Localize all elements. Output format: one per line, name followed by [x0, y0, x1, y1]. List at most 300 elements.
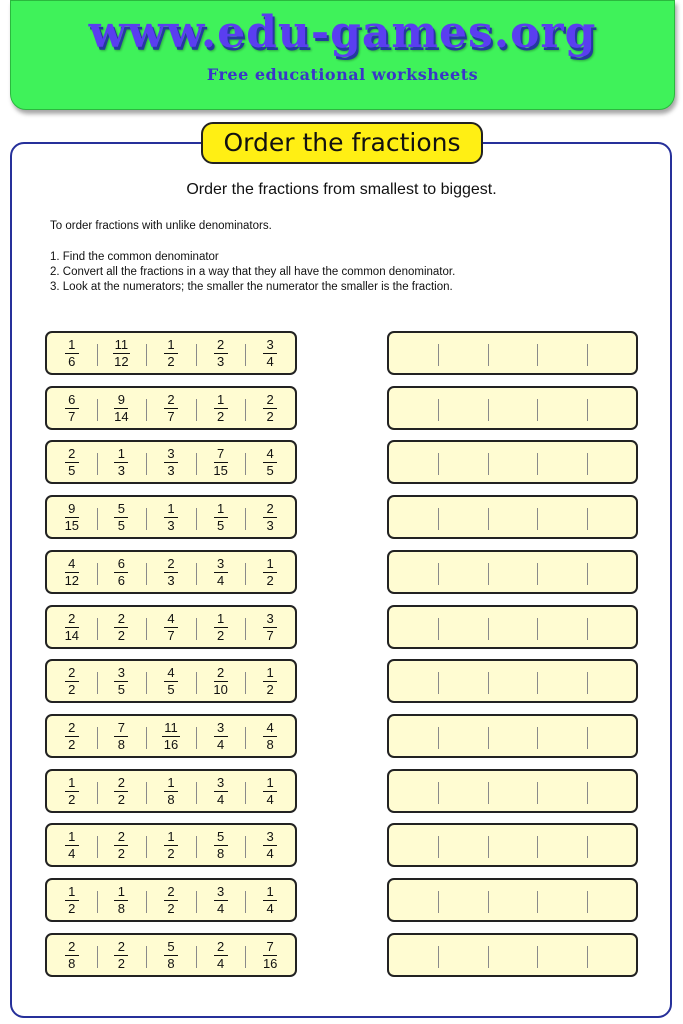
answer-row-9[interactable] [387, 769, 638, 813]
fraction-denominator: 8 [117, 900, 125, 916]
fraction-cell [146, 442, 196, 482]
fraction [214, 940, 228, 971]
fraction-cell [47, 607, 97, 647]
fraction-cell [245, 825, 295, 865]
fraction [162, 721, 180, 752]
answer-cell[interactable] [389, 497, 438, 537]
fraction [65, 940, 79, 971]
fraction-denominator: 15 [213, 462, 228, 478]
fraction-cell [245, 771, 295, 811]
fraction-row-6 [45, 605, 297, 649]
worksheet-title: Order the fractions [201, 122, 483, 164]
fraction [213, 666, 227, 697]
fraction-cell [146, 771, 196, 811]
fraction-numerator: 1 [65, 885, 79, 901]
answer-cell[interactable] [389, 716, 438, 756]
fraction [114, 666, 128, 697]
fraction [65, 612, 79, 643]
fraction [164, 393, 178, 424]
fraction-denominator: 8 [167, 791, 175, 807]
fraction-denominator: 2 [167, 845, 175, 861]
fraction-denominator: 2 [117, 627, 125, 643]
answer-cell[interactable] [488, 935, 537, 975]
fraction-cell [47, 661, 97, 701]
answer-cell[interactable] [488, 716, 537, 756]
fraction-cell [47, 333, 97, 373]
fraction-numerator: 1 [65, 338, 79, 354]
fraction-numerator: 3 [214, 557, 228, 573]
fraction-cell [97, 716, 147, 756]
fraction-denominator: 4 [216, 791, 225, 807]
fraction [65, 557, 79, 588]
fraction-row-10 [45, 823, 297, 867]
answer-row-2[interactable] [387, 386, 638, 430]
fraction-denominator: 3 [216, 353, 225, 369]
answer-cell[interactable] [389, 771, 438, 811]
fraction [65, 502, 79, 533]
fraction-cell [146, 552, 196, 592]
answer-cell[interactable] [438, 661, 487, 701]
fraction [214, 612, 228, 643]
fraction-cell [245, 497, 295, 537]
answer-cell[interactable] [438, 825, 487, 865]
fraction-denominator: 6 [68, 353, 76, 369]
answer-cell[interactable] [438, 497, 487, 537]
fraction-denominator: 2 [68, 791, 76, 807]
fraction-cell [196, 497, 246, 537]
fraction-cell [47, 442, 97, 482]
fraction [164, 885, 178, 916]
fraction-denominator: 14 [64, 627, 80, 643]
fraction-numerator: 1 [164, 830, 178, 846]
answer-cell[interactable] [389, 880, 438, 920]
fraction-denominator: 2 [117, 791, 125, 807]
fraction-cell [245, 935, 295, 975]
answer-cell[interactable] [537, 442, 586, 482]
answer-cell[interactable] [389, 935, 438, 975]
fraction-cell [97, 442, 147, 482]
fraction-numerator: 7 [263, 940, 277, 956]
fraction [164, 830, 178, 861]
fraction-denominator: 2 [167, 900, 175, 916]
fraction-denominator: 14 [114, 408, 129, 424]
fraction-numerator: 1 [164, 502, 178, 518]
fraction-cell [47, 825, 97, 865]
fraction-numerator: 3 [214, 885, 228, 901]
answer-cell[interactable] [587, 771, 636, 811]
fraction [65, 447, 79, 478]
fraction-cell [245, 607, 295, 647]
answer-cell[interactable] [537, 716, 586, 756]
answer-row-4[interactable] [387, 495, 638, 539]
fraction-numerator: 3 [114, 666, 128, 682]
answer-row-5[interactable] [387, 550, 638, 594]
fraction-numerator: 7 [114, 721, 128, 737]
fraction-denominator: 2 [216, 408, 225, 424]
fraction [114, 612, 128, 643]
answer-cell[interactable] [537, 333, 586, 373]
fraction-denominator: 15 [64, 517, 80, 533]
fraction-row-11 [45, 878, 297, 922]
fraction-numerator: 7 [214, 447, 228, 463]
fraction-cell [97, 771, 147, 811]
fraction-denominator: 8 [117, 736, 125, 752]
fraction [263, 830, 277, 861]
fraction [263, 393, 277, 424]
fraction-numerator: 2 [65, 612, 79, 628]
fraction [263, 776, 277, 807]
fraction-cell [196, 716, 246, 756]
fraction-denominator: 3 [167, 572, 175, 588]
fraction-denominator: 3 [266, 517, 274, 533]
answer-cell[interactable] [438, 935, 487, 975]
fraction-denominator: 4 [68, 845, 76, 861]
fraction [164, 940, 178, 971]
instruction-step: 2. Convert all the fractions in a way that they all have the common denominator. [50, 266, 456, 278]
answer-cell[interactable] [488, 661, 537, 701]
answer-row-10[interactable] [387, 823, 638, 867]
fraction-denominator: 6 [117, 572, 125, 588]
fraction-denominator: 5 [167, 681, 175, 697]
fraction-cell [146, 825, 196, 865]
answer-cell[interactable] [587, 880, 636, 920]
answer-cell[interactable] [488, 825, 537, 865]
fraction [263, 612, 277, 643]
fraction-row-3 [45, 440, 297, 484]
fraction-denominator: 7 [68, 408, 76, 424]
fraction-cell [97, 607, 147, 647]
answer-cell[interactable] [537, 880, 586, 920]
fraction-cell [196, 935, 246, 975]
fraction-numerator: 2 [214, 940, 228, 956]
answer-cell[interactable] [537, 607, 586, 647]
fraction-denominator: 16 [163, 736, 179, 752]
fraction-numerator: 1 [164, 776, 178, 792]
fraction-cell [47, 552, 97, 592]
fraction-row-9 [45, 769, 297, 813]
answer-cell[interactable] [438, 442, 487, 482]
answer-cell[interactable] [537, 771, 586, 811]
fraction-numerator: 11 [164, 719, 178, 735]
site-banner [10, 0, 675, 110]
fraction [263, 885, 277, 916]
fraction-numerator: 2 [214, 338, 228, 354]
fraction-denominator: 2 [266, 408, 274, 424]
answer-row-1[interactable] [387, 331, 638, 375]
fraction-numerator: 1 [114, 447, 128, 463]
fraction-cell [146, 497, 196, 537]
fraction-denominator: 3 [167, 517, 175, 533]
fraction-numerator: 4 [263, 721, 277, 737]
fraction-cell [146, 333, 196, 373]
answer-cell[interactable] [537, 825, 586, 865]
answer-row-7[interactable] [387, 659, 638, 703]
site-logo[interactable]: www.edu-games.org [88, 7, 597, 58]
fraction-denominator: 2 [216, 627, 225, 643]
fraction-denominator: 8 [68, 955, 76, 971]
fraction [114, 721, 128, 752]
fraction-denominator: 4 [266, 791, 274, 807]
fraction [214, 393, 228, 424]
answer-cell[interactable] [537, 388, 586, 428]
fraction-denominator: 2 [117, 955, 125, 971]
answer-cell[interactable] [587, 607, 636, 647]
answer-cell[interactable] [488, 552, 537, 592]
fraction [214, 830, 228, 861]
fraction-denominator: 7 [167, 627, 175, 643]
answer-cell[interactable] [488, 442, 537, 482]
fraction-numerator: 1 [65, 830, 79, 846]
answer-cell[interactable] [438, 880, 487, 920]
fraction-denominator: 2 [167, 353, 175, 369]
fraction-denominator: 4 [266, 900, 274, 916]
answer-cell[interactable] [389, 442, 438, 482]
site-tagline: Free educational worksheets [206, 65, 479, 84]
fraction-denominator: 3 [117, 462, 125, 478]
fraction-numerator: 2 [114, 612, 128, 628]
answer-cell[interactable] [587, 333, 636, 373]
fraction-cell [196, 607, 246, 647]
fraction [164, 666, 178, 697]
fraction [263, 447, 277, 478]
fraction-numerator: 1 [214, 393, 228, 409]
fraction-numerator: 2 [263, 502, 277, 518]
fraction-denominator: 5 [266, 462, 274, 478]
fraction-denominator: 8 [216, 845, 225, 861]
fraction-cell [196, 771, 246, 811]
answer-cell[interactable] [587, 552, 636, 592]
fraction [214, 502, 228, 533]
fraction-cell [97, 552, 147, 592]
fraction [214, 776, 228, 807]
fraction [213, 447, 227, 478]
fraction [113, 338, 131, 369]
answer-cell[interactable] [488, 880, 537, 920]
fraction [263, 557, 277, 588]
fraction-denominator: 4 [216, 572, 225, 588]
fraction-cell [245, 442, 295, 482]
fraction-row-1 [45, 331, 297, 375]
fraction-denominator: 7 [167, 408, 175, 424]
answer-cell[interactable] [537, 497, 586, 537]
fraction-denominator: 8 [266, 736, 274, 752]
fraction-denominator: 2 [68, 736, 76, 752]
instructions [50, 219, 455, 295]
answer-cell[interactable] [438, 716, 487, 756]
answer-cell[interactable] [587, 935, 636, 975]
fraction-row-2 [45, 386, 297, 430]
fraction-denominator: 2 [68, 681, 76, 697]
fraction-numerator: 3 [263, 338, 277, 354]
fraction [263, 502, 277, 533]
answer-cell[interactable] [438, 771, 487, 811]
fraction-denominator: 2 [266, 572, 274, 588]
fraction-numerator: 1 [263, 776, 277, 792]
answer-cell[interactable] [389, 661, 438, 701]
fraction [65, 338, 79, 369]
fraction-denominator: 8 [167, 955, 175, 971]
fraction-cell [245, 388, 295, 428]
answer-cell[interactable] [389, 825, 438, 865]
fraction-numerator: 2 [214, 666, 228, 682]
fraction-cell [196, 880, 246, 920]
fraction-denominator: 12 [114, 353, 129, 369]
fraction-numerator: 6 [114, 557, 128, 573]
fraction-numerator: 2 [164, 557, 178, 573]
answer-cell[interactable] [438, 552, 487, 592]
fraction-numerator: 2 [114, 940, 128, 956]
answer-row-12[interactable] [387, 933, 638, 977]
fraction-cell [97, 661, 147, 701]
answer-cell[interactable] [389, 607, 438, 647]
fraction [65, 830, 79, 861]
fraction-cell [196, 825, 246, 865]
answer-row-6[interactable] [387, 605, 638, 649]
answer-cell[interactable] [537, 661, 586, 701]
answer-cell[interactable] [488, 388, 537, 428]
fraction-numerator: 1 [164, 338, 178, 354]
fraction-denominator: 4 [216, 955, 225, 971]
fraction-cell [245, 880, 295, 920]
fraction-cell [47, 497, 97, 537]
fraction-numerator: 5 [114, 502, 128, 518]
answer-row-8[interactable] [387, 714, 638, 758]
fraction-numerator: 9 [65, 502, 79, 518]
fraction [114, 393, 128, 424]
worksheet-subtitle: Order the fractions from smallest to biggest. [186, 181, 497, 198]
fraction-numerator: 3 [214, 776, 228, 792]
answer-cell[interactable] [587, 442, 636, 482]
fraction-denominator: 2 [117, 845, 125, 861]
fraction-numerator: 1 [214, 502, 228, 518]
fraction [164, 447, 178, 478]
fraction [65, 393, 79, 424]
fraction [65, 776, 79, 807]
fraction-numerator: 2 [114, 830, 128, 846]
fraction-cell [146, 388, 196, 428]
fraction-numerator: 1 [65, 776, 79, 792]
answer-cell[interactable] [587, 497, 636, 537]
fraction-cell [97, 333, 147, 373]
fraction [114, 447, 128, 478]
fraction-numerator: 2 [114, 776, 128, 792]
fraction-denominator: 2 [68, 900, 76, 916]
fraction [263, 721, 277, 752]
fraction-denominator: 12 [64, 572, 80, 588]
answer-cell[interactable] [438, 607, 487, 647]
fraction-cell [146, 661, 196, 701]
answer-row-3[interactable] [387, 440, 638, 484]
fraction-denominator: 4 [266, 845, 274, 861]
fraction-numerator: 5 [164, 940, 178, 956]
fraction-row-4 [45, 495, 297, 539]
answer-cell[interactable] [587, 825, 636, 865]
answer-cell[interactable] [537, 935, 586, 975]
fraction [114, 557, 128, 588]
fraction-cell [47, 716, 97, 756]
answer-cell[interactable] [587, 661, 636, 701]
fraction-denominator: 4 [266, 353, 274, 369]
fraction [164, 502, 178, 533]
fraction-denominator: 10 [213, 681, 228, 697]
answer-cell[interactable] [389, 388, 438, 428]
fraction [114, 776, 128, 807]
fraction-numerator: 3 [263, 612, 277, 628]
fraction [65, 666, 79, 697]
answer-cell[interactable] [389, 552, 438, 592]
fraction [164, 557, 178, 588]
fraction-denominator: 3 [167, 462, 175, 478]
answer-cell[interactable] [488, 771, 537, 811]
fraction-cell [97, 935, 147, 975]
fraction-cell [146, 716, 196, 756]
instruction-step: 3. Look at the numerators; the smaller the numerator the smaller is the fraction. [50, 281, 453, 293]
fraction-row-12 [45, 933, 297, 977]
fraction-numerator: 1 [263, 557, 277, 573]
fraction-cell [97, 825, 147, 865]
fraction-numerator: 3 [164, 447, 178, 463]
answer-cell[interactable] [488, 333, 537, 373]
fraction-denominator: 4 [216, 736, 225, 752]
fraction-cell [97, 880, 147, 920]
fraction-cell [47, 388, 97, 428]
answer-cell[interactable] [438, 388, 487, 428]
answer-cell[interactable] [488, 497, 537, 537]
fraction-row-7 [45, 659, 297, 703]
answer-cell[interactable] [587, 716, 636, 756]
fraction-numerator: 2 [65, 666, 79, 682]
answer-cell[interactable] [438, 333, 487, 373]
answer-cell[interactable] [537, 552, 586, 592]
fraction [214, 885, 228, 916]
fraction-cell [146, 935, 196, 975]
fraction-cell [97, 497, 147, 537]
fraction-numerator: 4 [65, 557, 79, 573]
fraction-numerator: 4 [164, 612, 178, 628]
fraction [214, 338, 228, 369]
fraction-denominator: 5 [216, 517, 225, 533]
fraction [214, 557, 228, 588]
fraction-cell [196, 442, 246, 482]
fraction [263, 666, 277, 697]
fraction [214, 721, 228, 752]
fraction-numerator: 9 [114, 393, 128, 409]
fraction-numerator: 2 [263, 393, 277, 409]
fraction [114, 502, 128, 533]
fraction [164, 776, 178, 807]
fraction-numerator: 3 [214, 721, 228, 737]
instruction-step: 1. Find the common denominator [50, 251, 219, 263]
fraction-denominator: 5 [117, 681, 125, 697]
fraction-numerator: 4 [263, 447, 277, 463]
fraction-denominator: 4 [216, 900, 225, 916]
fraction [65, 885, 79, 916]
answer-cell[interactable] [587, 388, 636, 428]
fraction-cell [97, 388, 147, 428]
fraction-denominator: 2 [266, 681, 274, 697]
fraction [164, 612, 178, 643]
fraction [65, 721, 79, 752]
fraction-cell [47, 771, 97, 811]
fraction-cell [146, 607, 196, 647]
fraction [114, 830, 128, 861]
fraction [263, 338, 277, 369]
fraction [114, 885, 128, 916]
answer-row-11[interactable] [387, 878, 638, 922]
answer-cell[interactable] [488, 607, 537, 647]
fraction-numerator: 2 [65, 447, 79, 463]
answer-cell[interactable] [389, 333, 438, 373]
